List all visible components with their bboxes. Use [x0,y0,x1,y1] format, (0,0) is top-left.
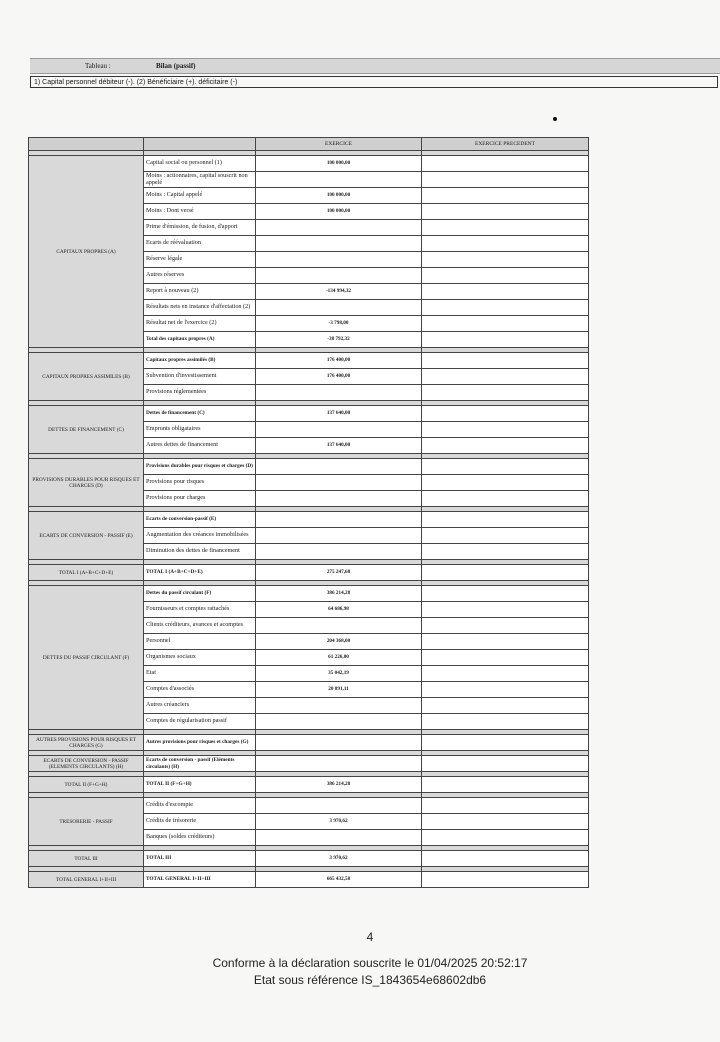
table-header-row [29,138,589,151]
row-label: Moins : Capital appelé [144,188,256,204]
exercice-value [256,528,422,544]
exercice-value: 137 640,00 [256,438,422,454]
exercice-precedent-value [422,236,589,252]
exercice-precedent-value [422,369,589,385]
table-row [29,756,589,772]
exercice-value: 100 000,00 [256,188,422,204]
section-group-label: TOTAL GENERAL I+II+III [29,872,144,888]
exercice-precedent-value [422,602,589,618]
exercice-precedent-value [422,300,589,316]
exercice-precedent-value [422,872,589,888]
exercice-precedent-value [422,586,589,602]
row-label: Autres dettes de financement [144,438,256,454]
table-row [29,798,589,814]
row-label: Comptes de régularisation passif [144,714,256,730]
exercice-precedent-value [422,406,589,422]
exercice-precedent-value [422,698,589,714]
exercice-value [256,252,422,268]
exercice-precedent-value [422,714,589,730]
row-label: Provisions pour charges [144,491,256,507]
exercice-value [256,422,422,438]
exercice-precedent-value [422,798,589,814]
exercice-precedent-value [422,735,589,751]
row-label: Ecarts de réévaluation [144,236,256,252]
exercice-value: 137 640,00 [256,406,422,422]
exercice-value: 20 891,11 [256,682,422,698]
row-label: Banques (soldes créditeurs) [144,830,256,846]
table-row [29,777,589,793]
section-group-label: TOTAL I (A+B+C+D+E) [29,565,144,581]
exercice-value [256,830,422,846]
table-row [29,872,589,888]
exercice-value [256,544,422,560]
section-group-label: DETTES DE FINANCEMENT (C) [29,406,144,454]
ink-dot [553,117,557,121]
exercice-precedent-value [422,814,589,830]
exercice-precedent-value [422,252,589,268]
exercice-precedent-value [422,204,589,220]
section-group-label: ECARTS DE CONVERSION - PASSIF (E) [29,512,144,560]
exercice-value: 386 214,28 [256,777,422,793]
section-group-label: CAPITAUX PROPRES ASSIMILES (B) [29,353,144,401]
exercice-precedent-value [422,332,589,348]
row-label: Augmentation des créances immobilisées [144,528,256,544]
exercice-value: 64 686,98 [256,602,422,618]
exercice-precedent-value [422,565,589,581]
row-label: Crédits de trésorerie [144,814,256,830]
section-group-label: CAPITAUX PROPRES (A) [29,156,144,348]
exercice-value: 3 970,62 [256,851,422,867]
exercice-precedent-value [422,682,589,698]
section-group-label: TRESORERIE - PASSIF [29,798,144,846]
row-label: Ecarts de conversion - passif (Eléments circulants) (H) [144,756,256,772]
exercice-precedent-value [422,220,589,236]
table-body [29,151,589,888]
row-label: Dettes du passif circulant (F) [144,586,256,602]
header-exercice-precedent: EXERCICE PRECEDENT [422,138,589,151]
exercice-precedent-value [422,188,589,204]
row-label: Clients créditeurs, avances et acomptes [144,618,256,634]
tableau-value: Bilan (passif) [156,62,196,70]
row-label: Moins : Dont versé [144,204,256,220]
exercice-precedent-value [422,284,589,300]
exercice-precedent-value [422,385,589,401]
page-number: 4 [366,930,374,944]
exercice-precedent-value [422,268,589,284]
exercice-precedent-value [422,438,589,454]
exercice-value [256,300,422,316]
exercice-value [256,698,422,714]
row-label: Provisions pour risques [144,475,256,491]
exercice-precedent-value [422,634,589,650]
row-label: Crédits d'escompte [144,798,256,814]
exercice-value [256,385,422,401]
row-label: Autres créanciers [144,698,256,714]
exercice-value: 35 042,19 [256,666,422,682]
exercice-precedent-value [422,851,589,867]
section-group-label: PROVISIONS DURABLES POUR RISQUES ET CHARGES (D) [29,459,144,507]
row-label: Subvention d'investissement [144,369,256,385]
row-label: TOTAL GENERAL I+II+III [144,872,256,888]
row-label: Autres réserves [144,268,256,284]
row-label: Moins : actionnaires, capital souscrit non appelé [144,172,256,188]
exercice-value [256,714,422,730]
table-row [29,459,589,475]
exercice-precedent-value [422,512,589,528]
table-row [29,512,589,528]
row-label: Comptes d'associés [144,682,256,698]
exercice-value: 275 247,68 [256,565,422,581]
exercice-value: 61 226,00 [256,650,422,666]
exercice-value: 100 000,00 [256,156,422,172]
exercice-value [256,220,422,236]
row-label: Personnel [144,634,256,650]
tableau-header-bar [30,58,720,74]
row-label: Résultat net de l'exercice (2) [144,316,256,332]
exercice-precedent-value [422,777,589,793]
table-row [29,586,589,602]
exercice-value: 176 400,00 [256,353,422,369]
exercice-precedent-value [422,459,589,475]
exercice-precedent-value [422,528,589,544]
row-label: Diminution des dettes de financement [144,544,256,560]
exercice-value [256,618,422,634]
exercice-value [256,268,422,284]
footer-line-2: Etat sous référence IS_1843654e68602db6 [253,973,487,987]
exercice-value [256,172,422,188]
exercice-precedent-value [422,618,589,634]
footer-line-1: Conforme à la déclaration souscrite le 01/04/2025 20:52:17 [212,956,528,970]
header-blank-2 [144,138,256,151]
bilan-passif-table [28,137,589,888]
row-label: TOTAL II (F+G+H) [144,777,256,793]
exercice-precedent-value [422,650,589,666]
row-label: Provisions réglementées [144,385,256,401]
exercice-value [256,756,422,772]
section-group-label: AUTRES PROVISIONS POUR RISQUES ET CHARGES (G) [29,735,144,751]
table-row [29,565,589,581]
exercice-precedent-value [422,666,589,682]
row-label: Capital social ou personnel (1) [144,156,256,172]
row-label: Ecarts de conversion-passif (E) [144,512,256,528]
table-row [29,735,589,751]
exercice-value [256,735,422,751]
row-label: Dettes de financement (C) [144,406,256,422]
row-label: Total des capitaux propres (A) [144,332,256,348]
section-group-label: ECARTS DE CONVERSION - PASSIF (ELEMENTS CIRCULANTS) (H) [29,756,144,772]
table-row [29,353,589,369]
exercice-precedent-value [422,172,589,188]
exercice-value [256,491,422,507]
row-label: Report à nouveau (2) [144,284,256,300]
exercice-value: -134 994,32 [256,284,422,300]
legend-note: 1) Capital personnel débiteur (-). (2) Bénéficiaire (+). déficitaire (-) [30,76,718,88]
table-row [29,406,589,422]
table-row [29,851,589,867]
row-label: Capitaux propres assimilés (B) [144,353,256,369]
row-label: Fournisseurs et comptes rattachés [144,602,256,618]
exercice-value: 204 368,00 [256,634,422,650]
exercice-value: 100 000,00 [256,204,422,220]
exercice-value [256,236,422,252]
tableau-label: Tableau : [85,62,111,70]
row-label: TOTAL I (A+B+C+D+E) [144,565,256,581]
row-label: Provisions durables pour risques et charges (D) [144,459,256,475]
exercice-precedent-value [422,544,589,560]
row-label: Réserve légale [144,252,256,268]
row-label: Emprunts obligataires [144,422,256,438]
row-label: Etat [144,666,256,682]
exercice-value: -38 792,32 [256,332,422,348]
section-group-label: TOTAL III [29,851,144,867]
exercice-value: 3 970,62 [256,814,422,830]
table-row [29,156,589,172]
section-group-label: TOTAL II (F+G+H) [29,777,144,793]
exercice-precedent-value [422,475,589,491]
row-label: Prime d'émission, de fusion, d'apport [144,220,256,236]
exercice-precedent-value [422,830,589,846]
exercice-precedent-value [422,316,589,332]
exercice-value [256,459,422,475]
row-label: Organismes sociaux [144,650,256,666]
exercice-value: 386 214,28 [256,586,422,602]
exercice-precedent-value [422,756,589,772]
row-label: TOTAL III [144,851,256,867]
exercice-value: -3 798,00 [256,316,422,332]
section-group-label: DETTES DU PASSIF CIRCULANT (F) [29,586,144,730]
exercice-precedent-value [422,353,589,369]
row-label: Autres provisions pour risques et charges (G) [144,735,256,751]
exercice-value: 176 400,00 [256,369,422,385]
exercice-value [256,798,422,814]
exercice-value: 665 432,58 [256,872,422,888]
row-label: Résultats nets en instance d'affectation (2) [144,300,256,316]
header-exercice: EXERCICE [256,138,422,151]
exercice-value [256,512,422,528]
exercice-precedent-value [422,422,589,438]
header-blank [29,138,144,151]
exercice-precedent-value [422,491,589,507]
exercice-precedent-value [422,156,589,172]
exercice-value [256,475,422,491]
